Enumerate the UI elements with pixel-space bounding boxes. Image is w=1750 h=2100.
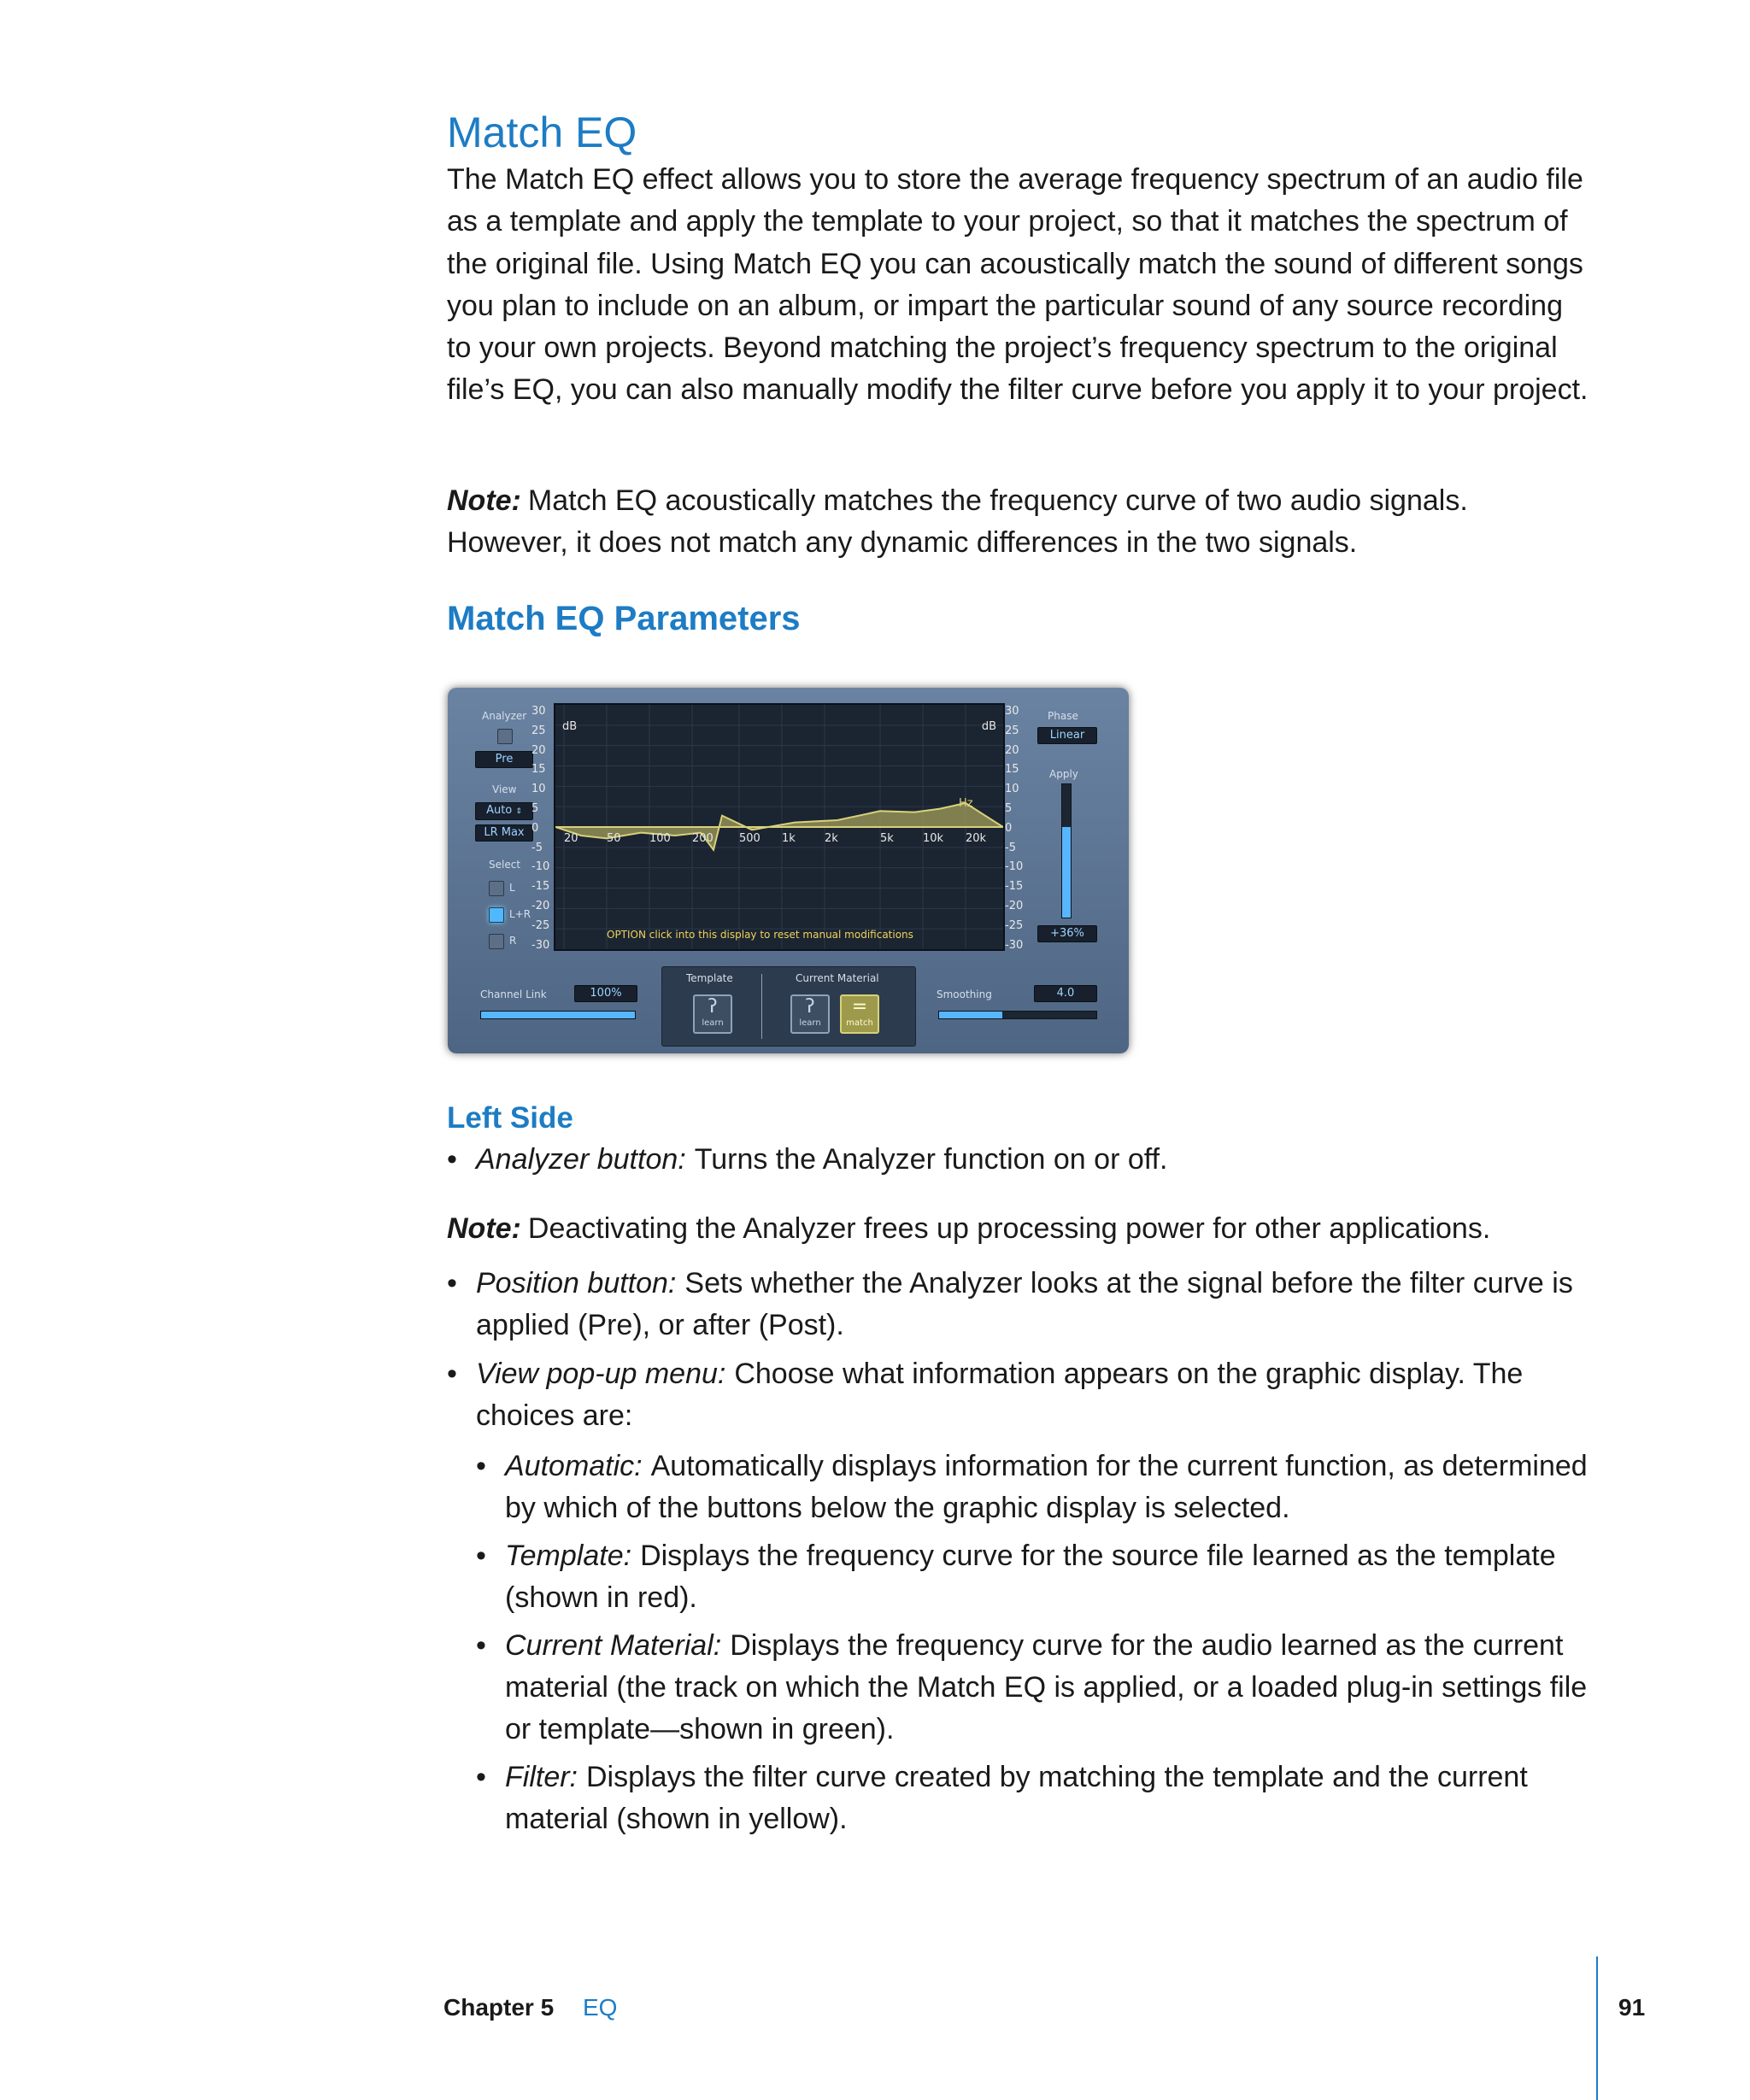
reset-hint: OPTION click into this display to reset manual modifications xyxy=(607,929,913,941)
db-tick-label: -30 xyxy=(531,938,550,952)
apply-slider-fill xyxy=(1062,827,1071,918)
db-tick-label: -10 xyxy=(1005,860,1024,874)
db-label-right: dB xyxy=(981,720,996,733)
template-learn-label: learn xyxy=(702,1018,724,1028)
list-item-filter xyxy=(447,1757,1592,1840)
match-button-label: match xyxy=(846,1018,873,1028)
smoothing-slider[interactable] xyxy=(938,1011,1097,1019)
channel-link-label: Channel Link xyxy=(480,988,547,1000)
select-lr-checkbox[interactable] xyxy=(489,907,504,923)
term: View pop-up menu: xyxy=(476,1358,726,1390)
definition: Turns the Analyzer function on or off. xyxy=(694,1143,1168,1176)
db-tick-label: -25 xyxy=(531,918,550,932)
current-material-label: Current Material xyxy=(796,972,879,984)
bullet-icon: • xyxy=(447,1267,457,1299)
position-button[interactable]: Pre xyxy=(475,751,533,768)
frequency-tick-label: 200 xyxy=(692,832,714,845)
db-tick-label: -10 xyxy=(531,860,550,874)
bullet-icon: • xyxy=(476,1450,486,1482)
apply-value-field[interactable]: +36% xyxy=(1037,925,1097,942)
db-tick-label: 15 xyxy=(1005,763,1019,777)
db-tick-label: 25 xyxy=(531,724,546,737)
template-learn-button[interactable] xyxy=(693,994,732,1034)
smoothing-slider-fill xyxy=(939,1012,1002,1018)
bullet-icon: • xyxy=(447,1358,457,1390)
ear-icon: ʔ xyxy=(708,996,718,1018)
term: Current Material: xyxy=(505,1629,722,1662)
phase-label: Phase xyxy=(1048,710,1078,722)
apply-slider[interactable] xyxy=(1061,783,1072,918)
definition: Sets whether the Analyzer looks at the signal before the filter curve is applied (Pre), or after (Post). xyxy=(476,1267,1573,1341)
term: Position button: xyxy=(476,1267,677,1299)
graphic-display[interactable] xyxy=(554,703,1005,951)
list-item-view-popup xyxy=(447,1353,1592,1437)
select-label: Select xyxy=(489,859,521,871)
ear-icon: ʔ xyxy=(805,996,815,1018)
db-tick-label: 30 xyxy=(531,705,546,718)
list-item-analyzer-button xyxy=(447,1139,1592,1181)
note-label: Note: xyxy=(447,484,521,517)
frequency-tick-label: 10k xyxy=(923,832,944,845)
section-heading-parameters: Match EQ Parameters xyxy=(447,600,801,637)
db-tick-label: 0 xyxy=(1005,821,1013,835)
template-label: Template xyxy=(686,972,733,984)
db-tick-label: -5 xyxy=(1005,841,1016,854)
bullet-icon: • xyxy=(476,1540,486,1572)
bullet-icon: • xyxy=(447,1143,457,1176)
definition: Displays the frequency curve for the source file learned as the template (shown in red). xyxy=(505,1540,1556,1614)
note-paragraph xyxy=(447,480,1592,564)
list-item-automatic xyxy=(447,1446,1592,1529)
channel-link-slider-fill xyxy=(481,1012,635,1018)
analyzer-button[interactable] xyxy=(497,729,513,744)
frequency-tick-label: 2k xyxy=(825,832,838,845)
db-tick-label: 20 xyxy=(1005,743,1019,757)
view-popup-value: Auto xyxy=(486,804,513,817)
page-number: 91 xyxy=(1618,1994,1646,2021)
footer-chapter: Chapter 5 xyxy=(443,1994,555,2021)
definition: Displays the frequency curve for the audio learned as the current material (the track on which the Match EQ is applied, or a loaded plug-in settings file or template—shown in green). xyxy=(505,1629,1588,1745)
select-lr-label: L+R xyxy=(509,908,531,920)
db-label-left: dB xyxy=(562,720,578,733)
db-tick-label: 10 xyxy=(531,783,546,796)
frequency-tick-label: 50 xyxy=(607,832,621,845)
select-l-label: L xyxy=(509,882,515,894)
db-tick-label: 15 xyxy=(531,763,546,777)
db-tick-label: -5 xyxy=(531,841,543,854)
term: Filter: xyxy=(505,1761,578,1793)
list-item-template xyxy=(447,1535,1592,1619)
definition: Displays the filter curve created by matching the template and the current material (shown in yellow). xyxy=(505,1761,1528,1835)
term: Template: xyxy=(505,1540,632,1572)
definition: Choose what information appears on the graphic display. The choices are: xyxy=(476,1358,1524,1432)
section-heading-left-side: Left Side xyxy=(447,1101,573,1135)
phase-field[interactable]: Linear xyxy=(1037,727,1097,744)
channel-link-field[interactable]: 100% xyxy=(574,985,637,1002)
db-tick-label: 10 xyxy=(1005,783,1019,796)
smoothing-label: Smoothing xyxy=(937,988,992,1000)
intro-paragraph: The Match EQ effect allows you to store the average frequency spectrum of an audio file as a template and apply the template to your project, so that it matches the spectrum of the original file. Using Match EQ you can acoustically match the sound of different songs you plan to include on an album, or impart the particular sound of any source recording to your own projects. Beyond matching the project’s frequency spectrum to the original file’s EQ, you can also manually modify the filter curve before you apply it to your project. xyxy=(447,163,1589,407)
filter-curve-graph[interactable] xyxy=(555,705,1003,949)
frequency-tick-label: 5k xyxy=(880,832,894,845)
panel-divider xyxy=(761,974,762,1039)
db-tick-label: -20 xyxy=(1005,900,1024,912)
note-paragraph-analyzer xyxy=(447,1208,1592,1250)
apply-label: Apply xyxy=(1049,768,1078,780)
term: Automatic: xyxy=(505,1450,643,1482)
frequency-tick-label: 1k xyxy=(782,832,796,845)
frequency-tick-label: 20k xyxy=(966,832,987,845)
definition: Automatically displays information for the current function, as determined by which of the buttons below the graphic display is selected. xyxy=(505,1450,1588,1524)
view-mode-field[interactable]: LR Max xyxy=(475,824,533,842)
footer-divider xyxy=(1596,1956,1598,2100)
list-item-position-button xyxy=(447,1263,1592,1346)
equals-icon: = xyxy=(851,996,868,1018)
select-l-checkbox[interactable] xyxy=(489,881,504,896)
db-tick-label: 5 xyxy=(1005,802,1013,815)
db-tick-label: 30 xyxy=(1005,705,1019,718)
db-tick-label: -20 xyxy=(531,900,550,912)
db-tick-label: -15 xyxy=(1005,880,1024,894)
match-eq-plugin-window xyxy=(448,688,1129,1053)
learn-match-panel xyxy=(661,966,916,1047)
current-material-learn-label: learn xyxy=(799,1018,821,1028)
note-text: Match EQ acoustically matches the frequency curve of two audio signals. However, it does not match any dynamic differences in the two signals. xyxy=(447,484,1468,559)
channel-link-slider[interactable] xyxy=(480,1011,636,1019)
page-title: Match EQ xyxy=(447,109,637,156)
db-tick-label: -15 xyxy=(531,880,550,894)
analyzer-label: Analyzer xyxy=(482,710,527,722)
frequency-tick-label: 20 xyxy=(564,832,578,845)
list-item-current-material xyxy=(447,1625,1592,1751)
note-text: Deactivating the Analyzer frees up processing power for other applications. xyxy=(527,1212,1491,1245)
term: Analyzer button: xyxy=(476,1143,686,1176)
db-tick-label: 25 xyxy=(1005,724,1019,737)
db-tick-label: 20 xyxy=(531,743,546,757)
match-button[interactable] xyxy=(840,994,879,1034)
db-tick-label: 5 xyxy=(531,802,539,815)
db-tick-label: 0 xyxy=(531,821,539,835)
db-tick-label: -30 xyxy=(1005,938,1024,952)
db-tick-label: -25 xyxy=(1005,918,1024,932)
bullet-icon: • xyxy=(476,1629,486,1662)
hz-label: Hz xyxy=(959,797,973,810)
current-material-learn-button[interactable] xyxy=(790,994,830,1034)
select-r-label: R xyxy=(509,935,517,947)
bullet-icon: • xyxy=(476,1761,486,1793)
frequency-tick-label: 100 xyxy=(649,832,671,845)
footer-section-link[interactable]: EQ xyxy=(583,1994,618,2021)
note-label: Note: xyxy=(447,1212,521,1245)
view-label: View xyxy=(492,783,517,795)
frequency-tick-label: 500 xyxy=(739,832,760,845)
smoothing-field[interactable]: 4.0 xyxy=(1034,985,1097,1002)
stepper-icon: ⇕ xyxy=(515,807,522,816)
select-r-checkbox[interactable] xyxy=(489,934,504,949)
view-popup-menu[interactable] xyxy=(475,802,533,820)
